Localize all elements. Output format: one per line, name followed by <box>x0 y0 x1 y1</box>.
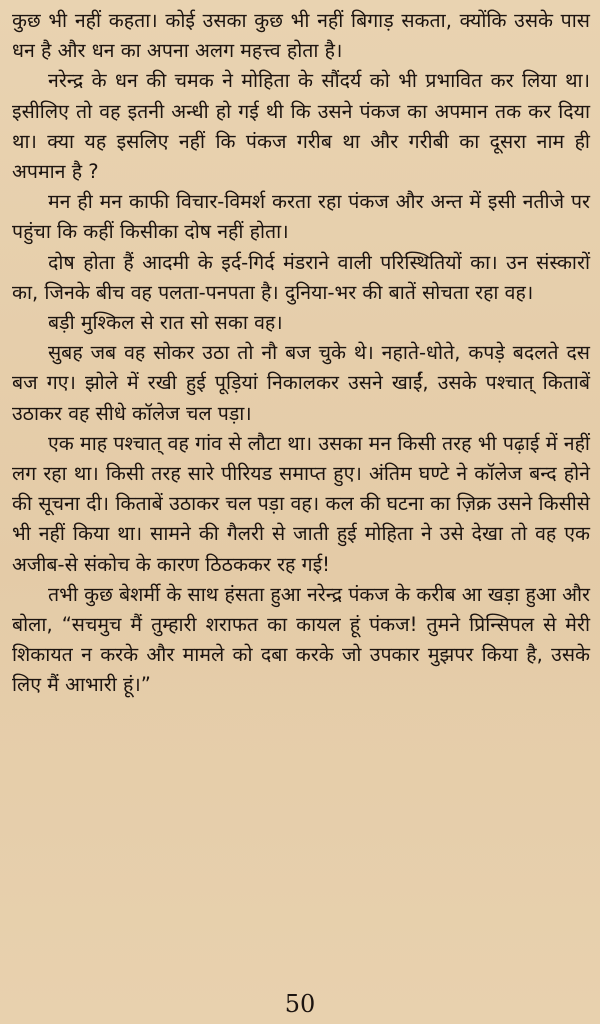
paragraph-2: नरेन्द्र के धन की चमक ने मोहिता के सौंदर्य को भी प्रभावित कर लिया था। इसीलिए तो वह इतनी अन्धी हो गई थी कि उसने पंकज का अपमान तक कर दिया था। क्या यह इसलिए नहीं कि पंकज गरीब था और गरीबी का दूसरा नाम ही अपमान है ? <box>12 69 590 184</box>
paragraph-1: कुछ भी नहीं कहता। कोई उसका कुछ भी नहीं बिगाड़ सकता, क्योंकि उसके पास धन है और धन का अपना अलग महत्त्व होता है। <box>12 9 590 63</box>
paragraph-7: एक माह पश्चात् वह गांव से लौटा था। उसका मन किसी तरह भी पढ़ाई में नहीं लग रहा था। किसी तरह सारे पीरियड समाप्त हुए। अंतिम घण्टे ने कॉलेज बन्द होने की सूचना दी। किताबें उठाकर चल पड़ा वह। कल की घटना का ज़िक्र उसने किसीसे भी नहीं किया था। सामने की गैलरी से जाती हुई मोहिता ने उसे देखा तो वह एक अजीब-से संकोच के कारण ठिठककर रह गई! <box>12 431 590 576</box>
page-number: 50 <box>284 990 316 1018</box>
body-text <box>12 6 590 701</box>
paragraph-5: बड़ी मुश्किल से रात सो सका वह। <box>48 311 283 335</box>
paragraph-4: दोष होता हैं आदमी के इर्द-गिर्द मंडराने वाली परिस्थितियों का। उन संस्कारों का, जिनके बीच वह पलता-पनपता है। दुनिया-भर की बातें सोचता रहा वह। <box>12 250 590 304</box>
paragraph-3: मन ही मन काफी विचार-विमर्श करता रहा पंकज और अन्त में इसी नतीजे पर पहुंचा कि कहीं किसीका दोष नहीं होता। <box>12 190 590 244</box>
paragraph-6: सुबह जब वह सोकर उठा तो नौ बज चुके थे। नहाते-धोते, कपड़े बदलते दस बज गए। झोले में रखी हुई पूड़ियां निकालकर उसने खाईं, उसके पश्चात् किताबें उठाकर वह सीधे कॉलेज चल पड़ा। <box>12 341 590 425</box>
paragraph-8: तभी कुछ बेशर्मी के साथ हंसता हुआ नरेन्द्र पंकज के करीब आ खड़ा हुआ और बोला, “सचमुच मैं तुम्हारी शराफत का कायल हूं पंकज! तुमने प्रिन्सिपल से मेरी शिकायत न करके और मामले को दबा करके जो उपकार मुझपर किया है, उसके लिए मैं आभारी हूं।” <box>12 582 590 697</box>
